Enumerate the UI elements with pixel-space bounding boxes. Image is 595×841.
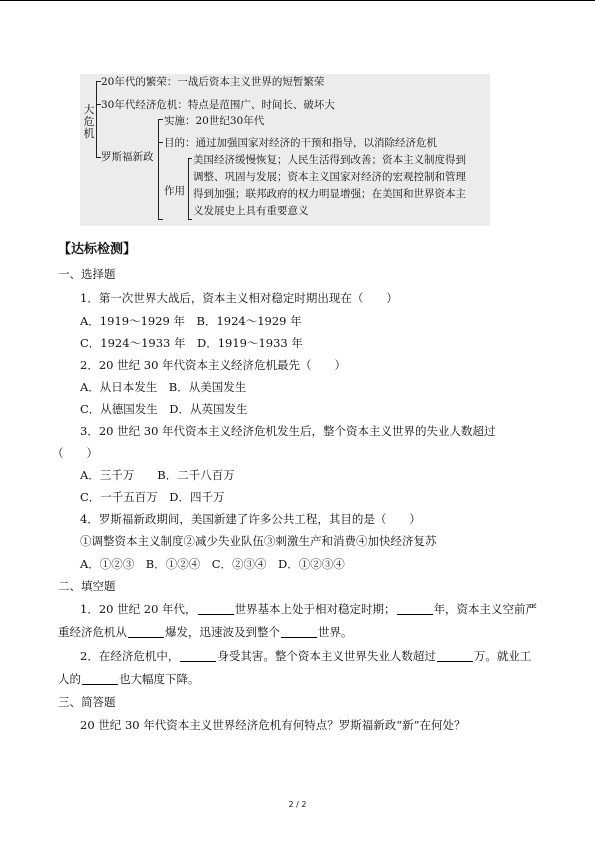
fill-text: 也大幅度下降。 (119, 672, 200, 686)
fill-text: 爆发，迅速波及到整个 (165, 625, 280, 639)
branch-1930s: 30年代经济危机：特点是范围广、时间长、破坏大 (101, 99, 335, 111)
fill-text: 1．20 世纪 20 年代， (80, 602, 197, 616)
fill-text: 世界。 (318, 625, 353, 639)
bracket-tick (158, 219, 163, 220)
new-deal-implementation: 实施：20世纪30年代 (164, 115, 265, 127)
answer-blank[interactable] (82, 672, 118, 685)
bracket-new-deal (158, 119, 159, 219)
fill-text: 世界基本上处于相对稳定时期； (234, 602, 396, 616)
branch-new-deal: 罗斯福新政 (101, 151, 154, 163)
bracket-tick (188, 158, 192, 159)
question-4-items: ①调整资本主义制度②减少失业队伍③刺激生产和消费④加快经济复苏 (80, 534, 437, 548)
question-3-paren: （ ） (52, 446, 98, 460)
answer-blank[interactable] (128, 625, 164, 638)
bracket-main (96, 81, 97, 157)
effect-line-3: 得到加强；联邦政府的权力明显增强；在美国和世界资本主 (193, 188, 466, 200)
figure-root-label: 大危机 (83, 103, 95, 140)
question-4: 4．罗斯福新政期间，美国新建了许多公共工程，其目的是（ ） (80, 512, 421, 526)
page-number: 2 / 2 (288, 800, 307, 809)
section-title: 【达标检测】 (58, 242, 137, 257)
effect-line-1: 美国经济缓慢恢复；人民生活得到改善；资本主义制度得到 (193, 154, 466, 166)
question-3: 3．20 世纪 30 年代资本主义经济危机发生后，整个资本主义世界的失业人数超过 (80, 424, 496, 438)
effect-line-2: 调整、巩固与发展；资本主义国家对经济的宏观控制和管理 (193, 171, 466, 183)
new-deal-purpose: 目的：通过加强国家对经济的干预和指导，以消除经济危机 (164, 137, 437, 149)
part1-title: 一、选择题 (58, 267, 116, 281)
question-2-options-ab: A．从日本发生 B．从美国发生 (80, 380, 247, 394)
question-2: 2．20 世纪 30 年代资本主义经济危机最先（ ） (80, 358, 347, 372)
answer-blank[interactable] (198, 602, 234, 615)
fill-text: 年，资本主义空前严 (433, 602, 538, 616)
fill-text: 万。就业工 (473, 649, 532, 663)
answer-blank[interactable] (397, 602, 433, 615)
bracket-effects (188, 158, 189, 220)
top-rule (0, 0, 595, 1)
short-answer-question: 20 世纪 30 年代资本主义世界经济危机有何特点？罗斯福新政“新”在何处？ (80, 718, 466, 732)
bracket-tick (158, 142, 163, 143)
fill-question-1-line-1 (80, 601, 537, 617)
fill-question-2-line-1 (80, 648, 531, 664)
answer-blank[interactable] (437, 649, 473, 662)
question-1: 1．第一次世界大战后，资本主义相对稳定时期出现在（ ） (80, 291, 398, 305)
question-4-options: A．①②③ B．①②④ C．②③④ D．①②③④ (80, 557, 345, 571)
question-1-options-ab: A．1919～1929 年 B．1924～1929 年 (80, 314, 302, 328)
question-3-options-cd: C．一千五百万 D．四千万 (80, 490, 225, 504)
question-3-options-ab: A．三千万 B．二千八百万 (80, 468, 235, 482)
bracket-tick (158, 119, 163, 120)
fill-question-2-line-2 (58, 671, 200, 687)
fill-text: 身受其害。整个资本主义世界失业人数超过 (217, 649, 436, 663)
branch-1920s: 20年代的繁荣：一战后资本主义世界的短暂繁荣 (101, 76, 325, 88)
question-2-options-cd: C．从德国发生 D．从英国发生 (80, 402, 248, 416)
bracket-tick (188, 219, 192, 220)
fill-text: 重经济危机从 (58, 625, 127, 639)
new-deal-effect-label: 作用 (164, 185, 185, 197)
knowledge-structure-figure (80, 74, 490, 226)
fill-question-1-line-2 (58, 624, 353, 640)
question-1-options-cd: C．1924～1933 年 D．1919～1933 年 (80, 336, 303, 350)
part2-title: 二、填空题 (58, 579, 116, 593)
answer-blank[interactable] (281, 625, 317, 638)
fill-text: 2．在经济危机中， (80, 649, 180, 663)
effect-line-4: 义发展史上具有重要意义 (193, 205, 309, 217)
fill-text: 人的 (58, 672, 81, 686)
answer-blank[interactable] (180, 649, 216, 662)
part3-title: 三、简答题 (58, 695, 116, 709)
